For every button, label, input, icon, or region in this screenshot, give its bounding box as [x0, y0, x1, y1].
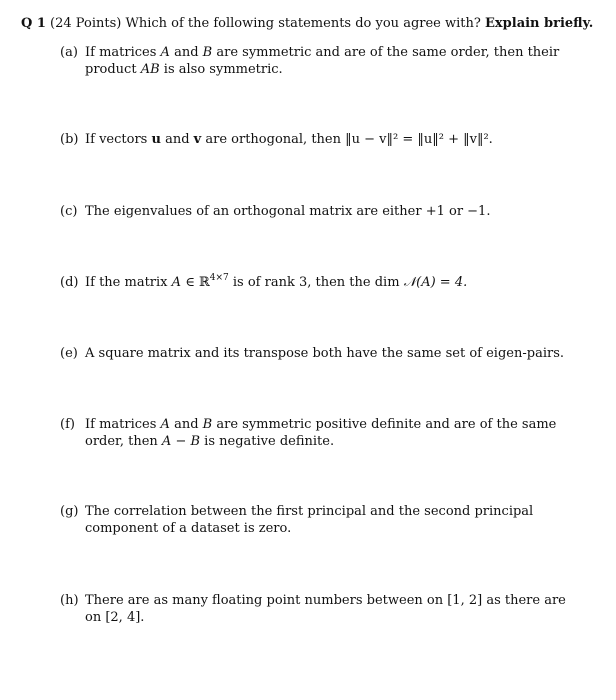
statement-text: A square matrix and its transpose both have the same set of eigen-pairs.: [85, 346, 564, 361]
statement-text: There are as many floating point numbers between on [1, 2] as there are on [2, 4].: [85, 593, 566, 625]
statement-text: If the matrix A ∈ ℝ$^{4\times 7}$ is of rank 3, then the dim 𝒩(A) = 4.: [85, 273, 468, 290]
statement-d: [60, 274, 580, 291]
statement-label: (e): [60, 346, 78, 361]
statement-label: (h): [60, 593, 79, 608]
statement-text: The eigenvalues of an orthogonal matrix are either +1 or −1.: [85, 204, 491, 219]
statement-h: [60, 592, 580, 626]
statement-g: [60, 503, 580, 537]
statement-label: (f): [60, 417, 75, 432]
statement-f: [60, 416, 580, 450]
statement-label: (a): [60, 45, 78, 60]
question-points: (24 Points): [50, 16, 122, 31]
statement-a: [60, 44, 580, 78]
statement-label: (b): [60, 132, 79, 147]
statement-text: If vectors u and v are orthogonal, then ‖u − v‖² = ‖u‖² + ‖v‖².: [85, 132, 493, 147]
question-prompt: Which of the following statements do you agree with?: [125, 16, 481, 31]
statement-text: The correlation between the first principal and the second principal component of a dataset is zero.: [85, 504, 534, 536]
nullspace-expression: 𝒩(A) = 4.: [403, 275, 468, 290]
statement-b: [60, 131, 580, 148]
statement-c: [60, 203, 580, 220]
question-header: Q 1 (24 Points) Which of the following statements do you agree with? Explain briefly.: [21, 16, 594, 31]
statement-label: (g): [60, 504, 79, 519]
question-number: Q 1: [21, 16, 46, 31]
statement-label: (c): [60, 204, 78, 219]
statement-label: (d): [60, 275, 79, 290]
norm-expression: ‖u − v‖² = ‖u‖² + ‖v‖².: [345, 132, 493, 147]
statement-text: If matrices A and B are symmetric positive definite and are of the same order, then A − B is negative definite.: [85, 417, 557, 449]
statement-e: [60, 345, 580, 362]
question-instruction: Explain briefly: [485, 16, 589, 31]
statement-text: If matrices A and B are symmetric and are of the same order, then their product AB is also symmetric.: [85, 45, 560, 77]
